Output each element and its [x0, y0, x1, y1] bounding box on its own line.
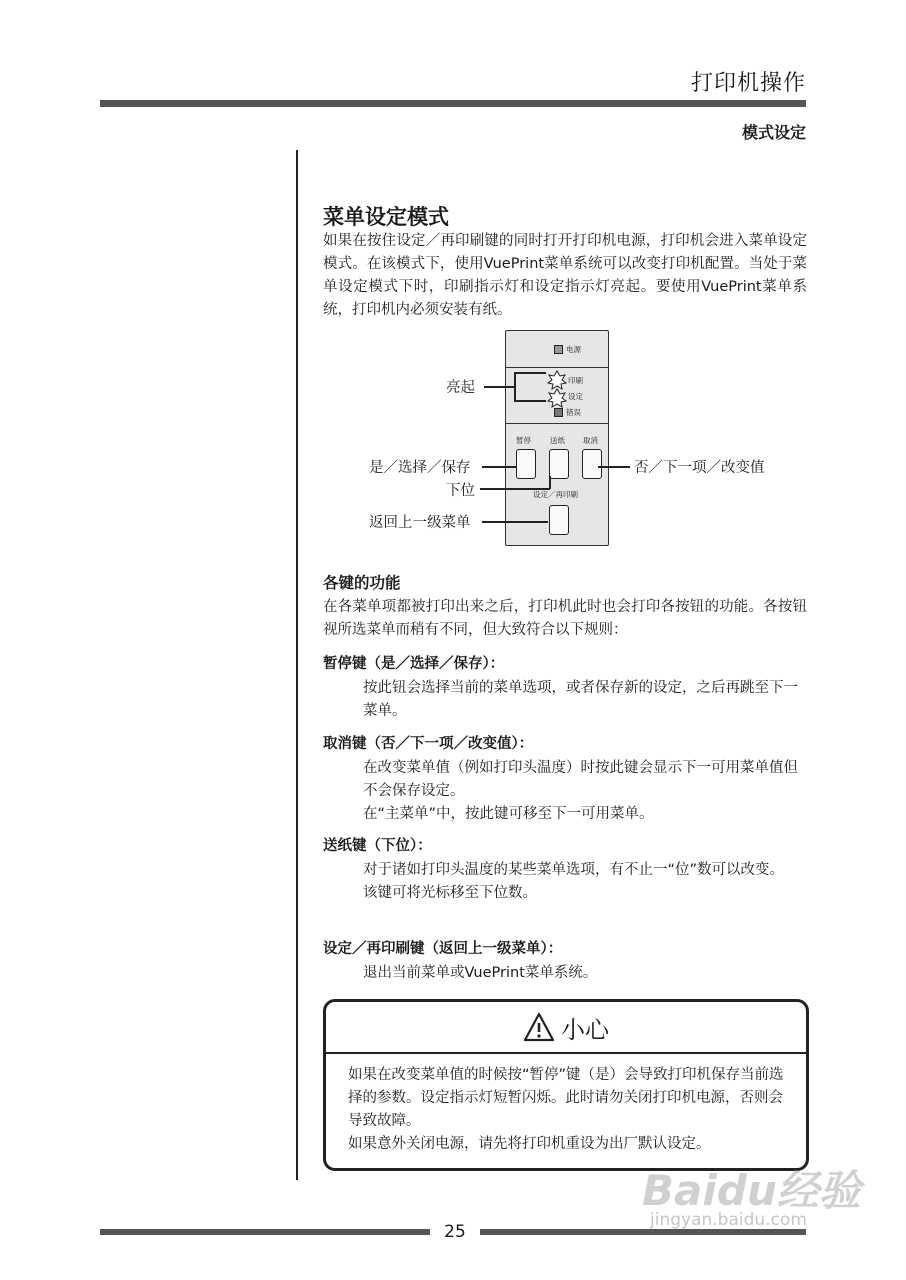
side-rule [296, 150, 298, 1180]
page-number: 25 [444, 1222, 466, 1242]
power-led [554, 345, 563, 354]
caution-text-2: 如果意外关闭电源，请先将打印机重设为出厂默认设定。 [348, 1136, 711, 1152]
print-led-label: 印刷 [568, 376, 583, 385]
error-led [554, 408, 563, 417]
watermark-brand: Baidu经验 [642, 1166, 861, 1215]
key-setup-reprint-desc: 退出当前菜单或VuePrint菜单系统。 [363, 965, 598, 981]
callout-back-line [482, 521, 548, 523]
caution-text-1: 如果在改变菜单值的时候按“暂停”键（是）会导致打印机保存当前选择的参数。设定指示灯短暂闪烁。此时请勿关闭打印机电源，否则会导致故障。 [348, 1067, 784, 1129]
pause-button[interactable] [516, 449, 536, 479]
key-setup-reprint-head: 设定／再印刷键（返回上一级菜单）： [323, 941, 563, 957]
key-pause-desc: 按此钮会选择当前的菜单选项，或者保存新的设定，之后再跳至下一菜单。 [363, 680, 798, 719]
callout-no-next-change: 否／下一项／改变值 [634, 460, 765, 476]
callout-no-line [598, 466, 630, 468]
key-feed-head: 送纸键（下位）： [323, 838, 432, 854]
feed-button-label: 送纸 [550, 436, 565, 445]
control-panel-diagram [505, 330, 609, 546]
callout-lit-line-top [514, 372, 546, 374]
caution-body [348, 1064, 788, 1156]
feed-button[interactable] [549, 449, 569, 479]
key-cancel-desc: 在改变菜单值（例如打印头温度）时按此键会显示下一可用菜单值但不会保存设定。 [363, 760, 798, 799]
error-led-label: 错误 [566, 408, 581, 417]
callout-down-line [480, 488, 550, 490]
callout-down-line-vert [549, 476, 551, 489]
key-feed-desc: 对于诸如打印头温度的某些菜单选项，有不止一“位”数可以改变。 [363, 862, 785, 878]
callout-back-menu: 返回上一级菜单 [369, 515, 471, 531]
functions-intro [323, 596, 807, 642]
functions-title: 各键的功能 [323, 574, 401, 592]
watermark-url: jingyan.baidu.com [650, 1210, 807, 1230]
key-cancel [323, 732, 807, 826]
callout-lit-line [484, 386, 515, 388]
panel-status-section [506, 367, 608, 424]
section-tag: 模式设定 [741, 123, 806, 142]
setup-reprint-button-label: 设定／再印刷 [533, 490, 578, 499]
key-cancel-desc-2: 在“主菜单”中，按此键可移至下一可用菜单。 [363, 806, 654, 822]
chapter-title: 打印机操作 [690, 71, 806, 96]
callout-lit: 亮起 [446, 380, 475, 396]
footer-rule-left [100, 1229, 430, 1235]
section-intro-text: 如果在按住设定／再印刷键的同时打开打印机电源，打印机会进入菜单设定模式。在该模式下，使用VuePrint菜单系统可以改变打印机配置。当处于菜单设定模式下时，印刷指示灯和设定指示灯亮起。要使用VuePrint菜单系统，打印机内必须安装有纸。 [323, 233, 807, 318]
callout-down-digit: 下位 [446, 483, 475, 499]
pause-button-label: 暂停 [516, 436, 531, 445]
key-feed-desc-2: 该键可将光标移至下位数。 [363, 885, 537, 901]
cancel-button-label: 取消 [583, 436, 598, 445]
caution-title: 小心 [561, 1015, 609, 1044]
setting-led-label: 设定 [568, 392, 583, 401]
functions-intro-text: 在各菜单项都被打印出来之后，打印机此时也会打印各按钮的功能。各按钮视所选菜单而稍有不同，但大致符合以下规则： [323, 599, 807, 638]
callout-lit-line-bottom [514, 400, 546, 402]
callout-lit-bracket [514, 372, 516, 401]
warning-triangle-icon [523, 1012, 555, 1042]
key-cancel-head: 取消键（否／下一项／改变值）： [323, 736, 534, 752]
caution-header [326, 1002, 806, 1054]
callout-yes-line [482, 466, 516, 468]
cancel-button[interactable] [582, 449, 602, 479]
section-intro [323, 230, 807, 322]
callout-yes-select-save: 是／选择／保存 [369, 460, 471, 476]
power-led-label: 电源 [566, 345, 581, 354]
panel-power-section [506, 331, 608, 368]
lit-burst-icon [546, 369, 568, 409]
header-rule [100, 100, 806, 107]
section-title: 菜单设定模式 [323, 205, 449, 229]
key-feed [323, 834, 807, 905]
caution-box [323, 999, 809, 1171]
key-pause [323, 652, 807, 723]
key-pause-head: 暂停键（是／选择／保存）： [323, 656, 505, 672]
setup-reprint-button[interactable] [549, 505, 569, 535]
key-setup-reprint [323, 937, 807, 985]
